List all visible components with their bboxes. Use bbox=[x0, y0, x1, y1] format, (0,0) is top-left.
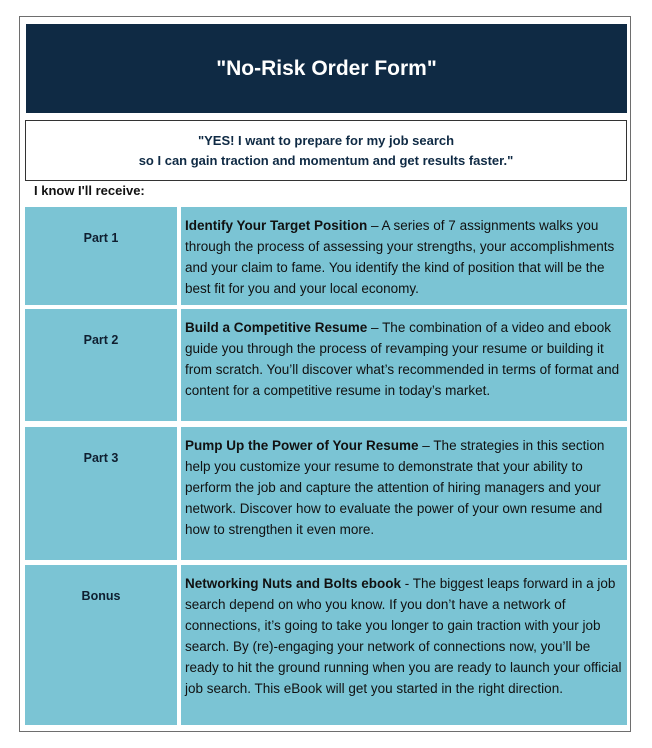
part-description bbox=[181, 565, 627, 725]
part-description bbox=[181, 427, 627, 560]
part-text: – The strategies in this section help you customize your resume to demonstrate that your ability to perform the job and capture the attention of hiring managers and your network. Discover how to evaluate the power of your own resume and how to strengthen it even more. bbox=[185, 438, 605, 537]
part-title: Pump Up the Power of Your Resume bbox=[185, 438, 419, 453]
part-title: Identify Your Target Position bbox=[185, 218, 368, 233]
part-row-3 bbox=[25, 427, 627, 560]
part-label: Bonus bbox=[25, 565, 177, 725]
part-text: – The combination of a video and ebook guide you through the process of revamping your resume or building it from scratch. You’ll discover what’s recommended in terms of format and content for a competitive resume in today’s market. bbox=[185, 320, 620, 398]
part-row-2 bbox=[25, 309, 627, 421]
part-title: Build a Competitive Resume bbox=[185, 320, 368, 335]
quote-line-1: "YES! I want to prepare for my job search bbox=[197, 133, 455, 148]
commitment-quote bbox=[25, 120, 627, 181]
part-label: Part 3 bbox=[25, 427, 177, 560]
part-description bbox=[181, 309, 627, 421]
part-label: Part 1 bbox=[25, 207, 177, 305]
part-text: - The biggest leaps forward in a job search depend on who you know. If you don’t have a network of connections, it’s going to take you longer to gain traction with your job search. By (re)-engaging your network of connections now, you’ll be ready to hit the ground running when you are ready to launch your official job search. This eBook will get you started in the right direction. bbox=[185, 576, 622, 696]
quote-line-2: so I can gain traction and momentum and get results faster." bbox=[138, 153, 514, 168]
part-description bbox=[181, 207, 627, 305]
page-title: "No-Risk Order Form" bbox=[26, 24, 627, 113]
receive-heading: I know I'll receive: bbox=[34, 183, 145, 198]
bonus-row bbox=[25, 565, 627, 725]
part-title: Networking Nuts and Bolts ebook bbox=[185, 576, 402, 591]
part-row-1 bbox=[25, 207, 627, 305]
part-label: Part 2 bbox=[25, 309, 177, 421]
part-text: – A series of 7 assignments walks you through the process of assessing your strengths, your accomplishments and your claim to fame. You identify the kind of position that will be the best fit for you and your local economy. bbox=[185, 218, 615, 296]
